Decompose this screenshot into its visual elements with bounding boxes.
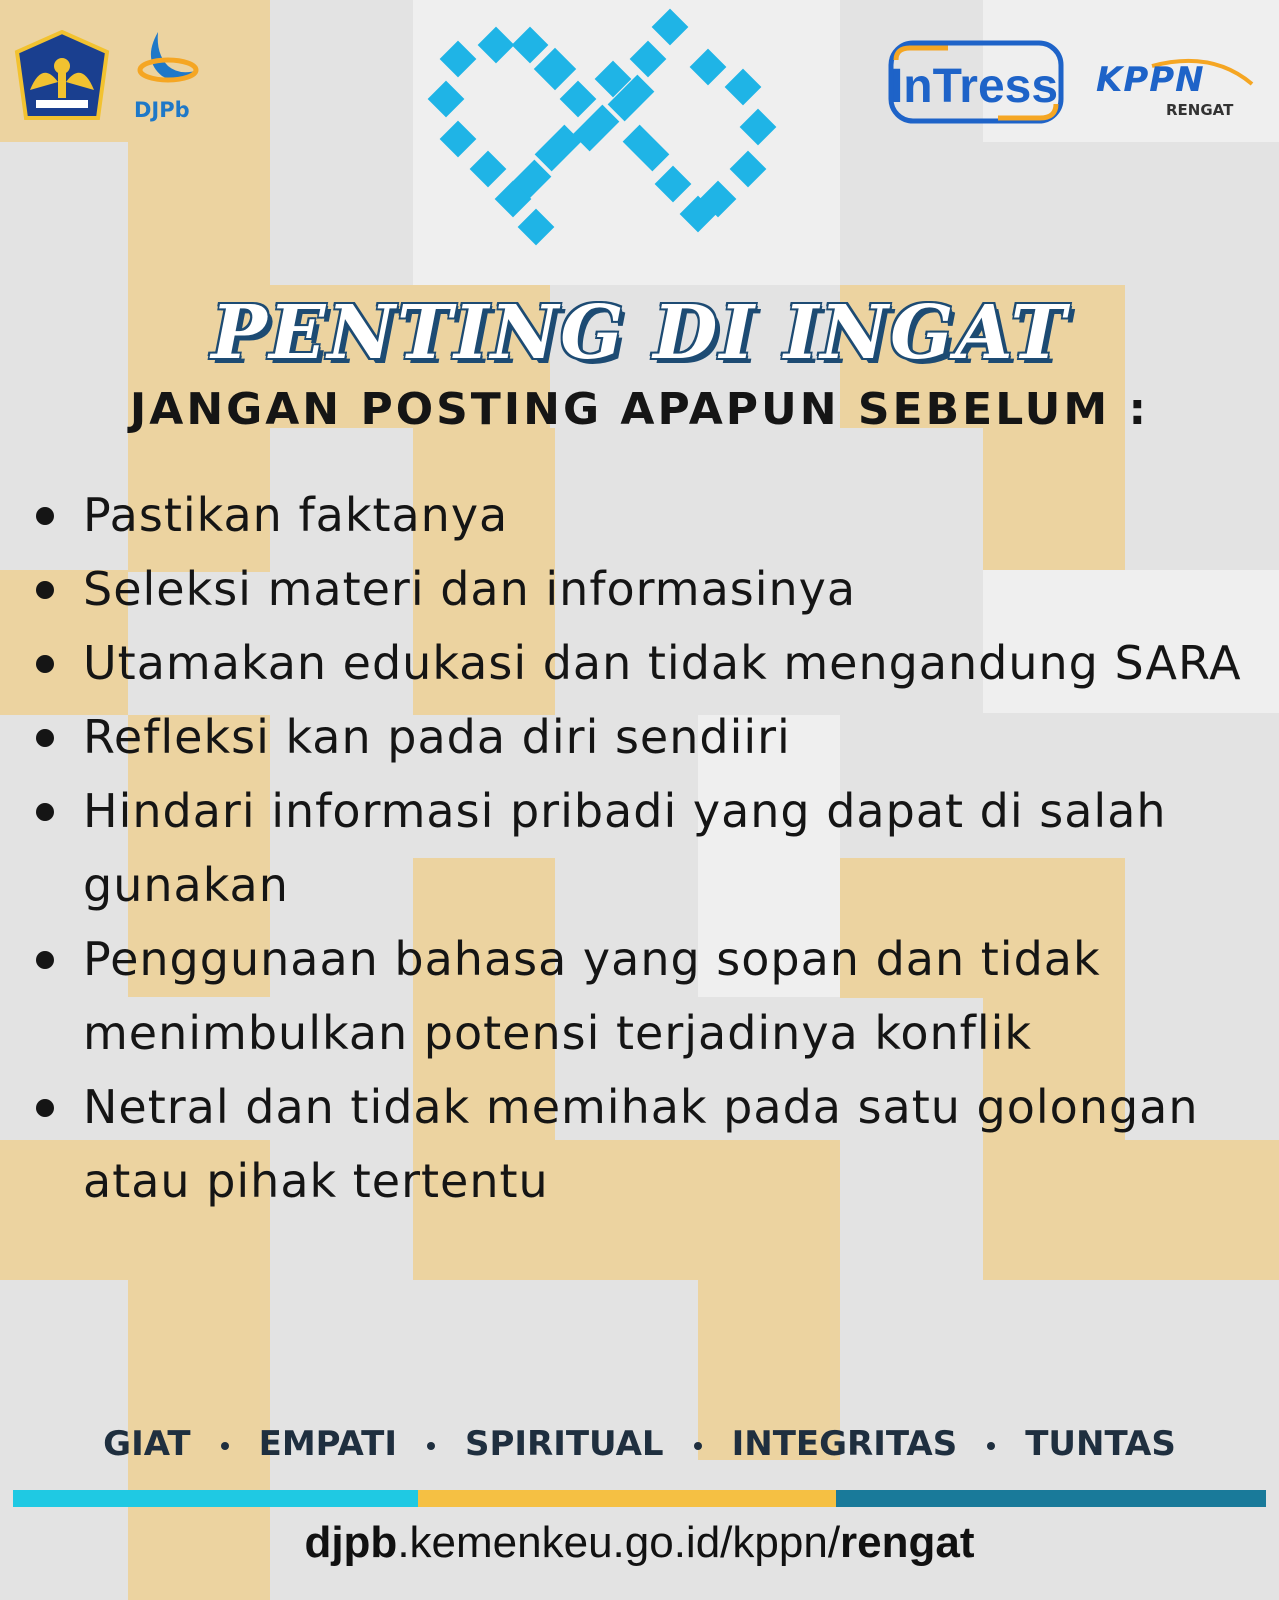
subheadline: JANGAN POSTING APAPUN SEBELUM : bbox=[129, 384, 1150, 435]
djpb-logo bbox=[128, 30, 206, 126]
rule-text: Penggunaan bahasa yang sopan dan tidak menimbulkan potensi terjadinya konflik bbox=[83, 932, 1101, 1060]
intress-logo bbox=[888, 40, 1078, 126]
kppn-logo bbox=[1092, 54, 1257, 124]
website-link[interactable] bbox=[0, 1518, 1279, 1568]
color-stripe bbox=[13, 1490, 1266, 1507]
value-tuntas: TUNTAS bbox=[1025, 1424, 1176, 1464]
bullet-icon bbox=[36, 655, 54, 673]
infinity-pixel-logo bbox=[425, 6, 795, 251]
value-giat: GIAT bbox=[103, 1424, 191, 1464]
dot-separator-icon bbox=[987, 1442, 995, 1450]
dot-separator-icon bbox=[694, 1442, 702, 1450]
bullet-icon bbox=[36, 581, 54, 599]
list-item bbox=[36, 1070, 1266, 1218]
djpb-label: DJPb bbox=[134, 98, 190, 122]
rule-text: Refleksi kan pada diri sendiiri bbox=[83, 710, 791, 764]
list-item bbox=[36, 774, 1266, 922]
website-part-office: rengat bbox=[840, 1518, 975, 1567]
list-item bbox=[36, 626, 1266, 700]
rule-text: Utamakan edukasi dan tidak mengandung SARA bbox=[83, 636, 1242, 690]
kppn-office-label: RENGAT bbox=[1166, 101, 1234, 119]
value-empati: EMPATI bbox=[258, 1424, 397, 1464]
bullet-icon bbox=[36, 803, 54, 821]
rule-text: Pastikan faktanya bbox=[83, 488, 509, 542]
bullet-icon bbox=[36, 951, 54, 969]
kppn-label: KPPN bbox=[1096, 60, 1205, 100]
list-item bbox=[36, 700, 1266, 774]
bullet-icon bbox=[36, 1099, 54, 1117]
intress-label: InTress bbox=[889, 60, 1059, 113]
stripe-yellow bbox=[418, 1490, 836, 1507]
value-integritas: INTEGRITAS bbox=[731, 1424, 958, 1464]
values-bar bbox=[0, 1424, 1279, 1464]
dot-separator-icon bbox=[427, 1442, 435, 1450]
djpb-swirl-icon bbox=[128, 30, 206, 96]
list-item bbox=[36, 552, 1266, 626]
website-part-domain: djpb bbox=[304, 1518, 398, 1567]
headline: PENTING DI INGAT bbox=[211, 290, 1068, 376]
stripe-cyan bbox=[13, 1490, 418, 1507]
value-spiritual: SPIRITUAL bbox=[464, 1424, 664, 1464]
rules-list bbox=[36, 478, 1266, 1218]
website-part-path: .kemenkeu.go.id/kppn/ bbox=[397, 1518, 841, 1567]
bullet-icon bbox=[36, 507, 54, 525]
list-item bbox=[36, 478, 1266, 552]
kemenkeu-emblem-icon bbox=[12, 30, 112, 126]
rule-text: Netral dan tidak memihak pada satu golongan atau pihak tertentu bbox=[83, 1080, 1199, 1208]
list-item bbox=[36, 922, 1266, 1070]
dot-separator-icon bbox=[221, 1442, 229, 1450]
stripe-teal bbox=[836, 1490, 1266, 1507]
rule-text: Hindari informasi pribadi yang dapat di salah gunakan bbox=[83, 784, 1167, 912]
bullet-icon bbox=[36, 729, 54, 747]
rule-text: Seleksi materi dan informasinya bbox=[83, 562, 857, 616]
